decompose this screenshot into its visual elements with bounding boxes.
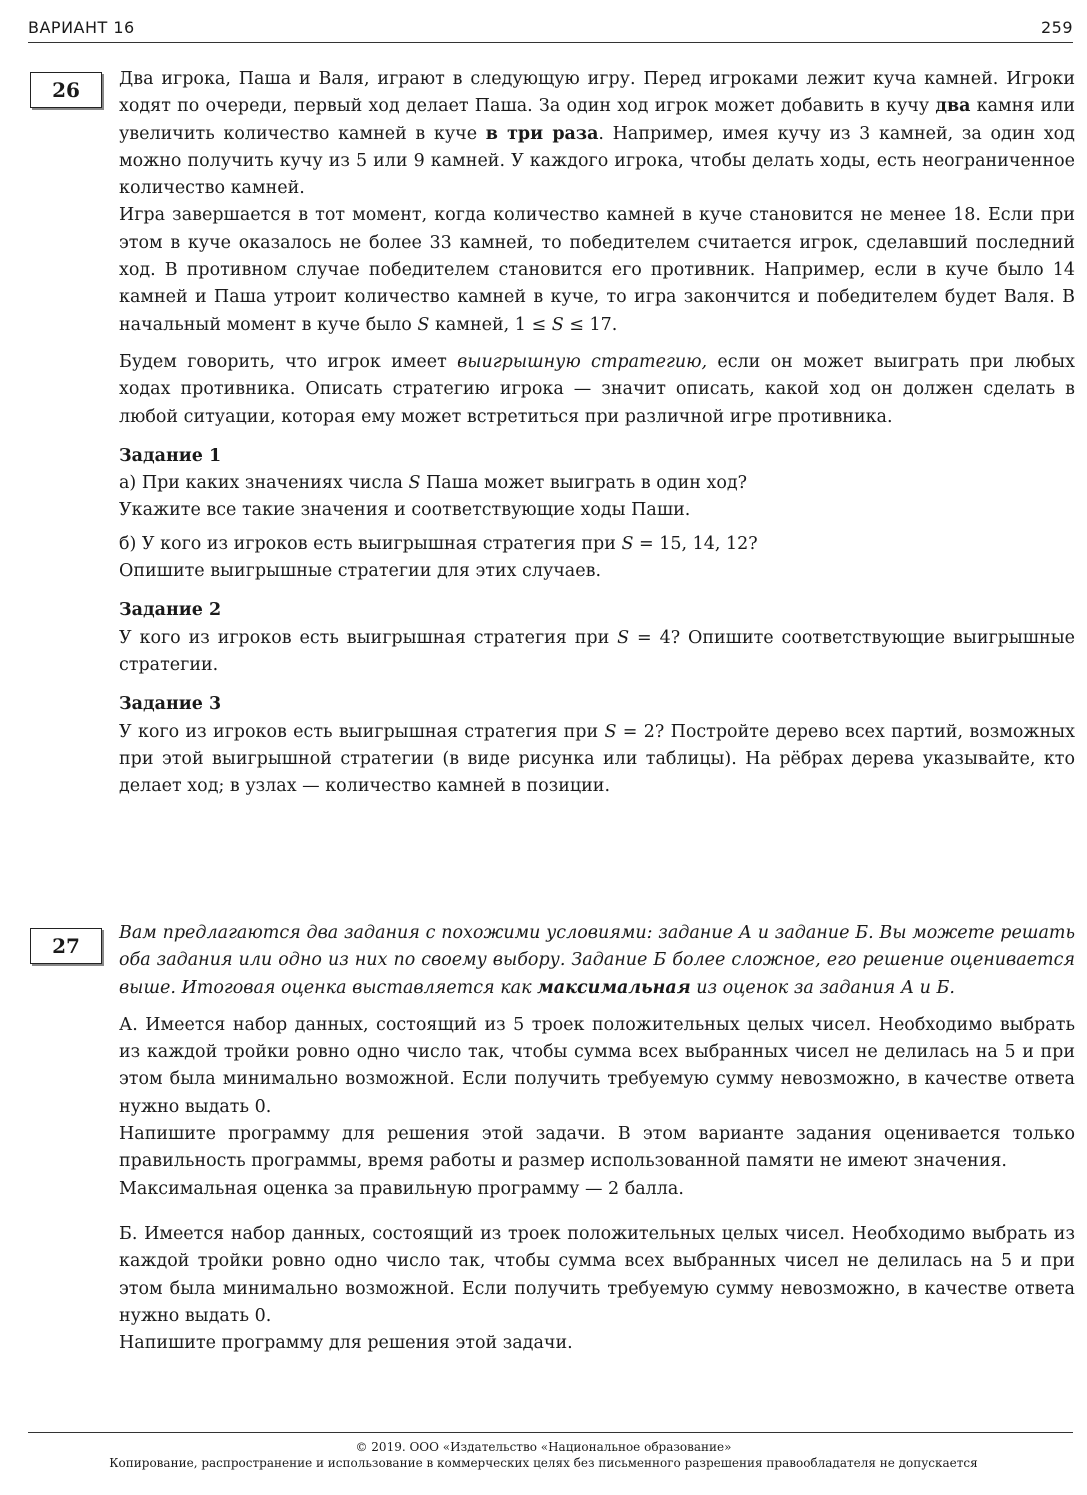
page-number: 259 [1040,18,1073,37]
task-27-body [119,920,1075,1357]
task-26-intro: Два игрока, Паша и Валя, играют в следующую игру. Перед игроками лежит куча камней. Игроки ходят по очереди, первый ход делает Паша. За один ход игрок может добавить в кучу два камня или увеличить количество камней в куче в три раза. Например, имея кучу из 3 камней, за один ход можно получить кучу из 5 или 9 камней. У каждого игрока, чтобы делать ходы, есть неограниченное количество камней. [119,69,1075,199]
copyright-notice: Копирование, распространение и использование в коммерческих целях без письменного разрешения правообладателя не допускается [109,1456,978,1470]
footer-divider [28,1432,1073,1433]
task-26-strategy-definition: Будем говорить, что игрок имеет выигрышную стратегию, если он может выиграть при любых ходах противника. Описать стратегию игрока — значит описать, какой ход он должен сделать в любой ситуации, которая ему может встретиться при различной игре противника. [119,351,1075,427]
task-26-subtask-2: У кого из игроков есть выигрышная стратегия при S = 4? Опишите соответствующие выигрышные стратегии. [119,627,1075,675]
task-26-subtask-1b: б) У кого из игроков есть выигрышная стратегия при S = 15, 14, 12? Опишите выигрышные стратегии для этих случаев. [119,533,758,582]
task-26-subtask-1-title: Задание 1 [119,445,222,466]
task-26-body [119,66,1075,800]
task-26-subtask-3: У кого из игроков есть выигрышная стратегия при S = 2? Постройте дерево всех партий, возможных при этой выигрышной стратегии (в виде рисунка или таблицы). На рёбрах дерева указывайте, кто делает ход; в узлах — количество камней в позиции. [119,721,1075,797]
page-header [28,14,1073,43]
copyright: © 2019. ООО «Издательство «Национальное образование» [355,1440,732,1454]
task-27-part-b-text: Б. Имеется набор данных, состоящий из троек положительных целых чисел. Необходимо выбрать из каждой тройки ровно одно число так, чтобы сумма всех выбранных чисел не делилась на 5 и при этом была минимально возможной. Если получить требуемую сумму невозможно, в качестве ответа нужно выдать 0. [119,1223,1075,1326]
task-26-subtask-2-title: Задание 2 [119,600,222,621]
task-27-intro: Вам предлагаются два задания с похожими условиями: задание А и задание Б. Вы можете решать оба задания или одно из них по своему выбору. Задание Б более сложное, его решение оценивается выше. Итоговая оценка выставляется как максимальная из оценок за задания А и Б. [119,923,1075,998]
task-26-subtask-3-title: Задание 3 [119,694,222,715]
task-26-subtask-1a: а) При каких значениях числа S Паша может выиграть в один ход? Укажите все такие значения и соответствующие ходы Паши. [119,473,748,521]
task-27-part-b-program: Напишите программу для решения этой задачи. [119,1333,573,1354]
task-27-part-a-score: Максимальная оценка за правильную программу — 2 балла. [119,1178,684,1199]
task-27-part-a-program: Напишите программу для решения этой задачи. В этом варианте задания оценивается только правильность программы, время работы и размер использованной памяти не имеют значения. [119,1124,1075,1172]
task-26-number: 26 [30,72,102,108]
task-27-number: 27 [30,928,102,964]
task-26-rules: Игра завершается в тот момент, когда количество камней в куче становится не менее 18. Если при этом в куче оказалось не более 33 камней, то победителем считается игрок, сделавший последний ход. В противном случае победителем становится его противник. Например, если в куче было 14 камней и Паша утроит количество камней в куче, то игра закончится и победителем будет Валя. В начальный момент в куче было S камней, 1 ≤ S ≤ 17. [119,205,1075,335]
variant-label: ВАРИАНТ 16 [28,18,135,37]
task-27-part-a-text: А. Имеется набор данных, состоящий из 5 троек положительных целых чисел. Необходимо выбрать из каждой тройки ровно одно число так, чтобы сумма всех выбранных чисел не делилась на 5 и при этом была минимально возможной. Если получить требуемую сумму невозможно, в качестве ответа нужно выдать 0. [119,1014,1075,1117]
